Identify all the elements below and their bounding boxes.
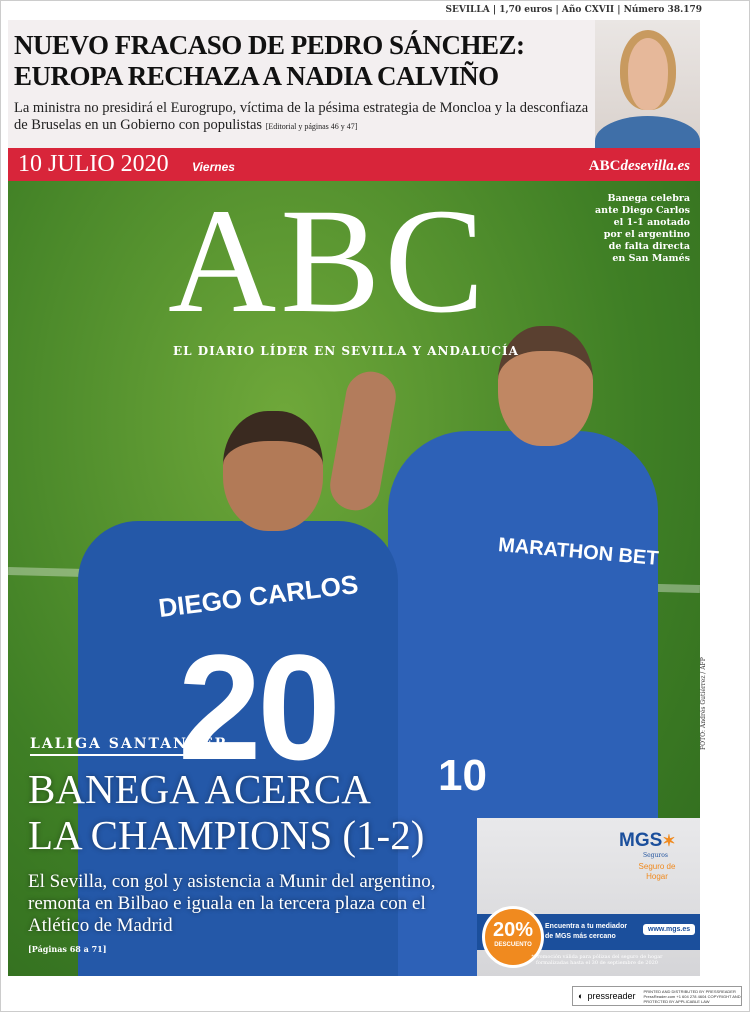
- portrait-shoulders: [595, 116, 700, 148]
- headline-line: EUROPA RECHAZA A NADIA CALVIÑO: [14, 61, 499, 91]
- main-headline[interactable]: [28, 766, 424, 858]
- jersey-number-20: 20: [178, 623, 337, 791]
- brand-sub: Seguros: [643, 852, 668, 859]
- headline-line: LA CHAMPIONS (1-2): [28, 812, 425, 858]
- website-link[interactable]: [589, 158, 690, 175]
- shirt-sponsor: MARATHON BET: [497, 534, 660, 570]
- section-kicker: LALIGA SANTANDER: [30, 736, 228, 756]
- ad-url[interactable]: www.mgs.es: [643, 924, 695, 935]
- ad-product: Seguro de Hogar: [638, 862, 676, 881]
- issue-date: 10 JULIO 2020: [18, 151, 169, 177]
- main-lead: El Sevilla, con gol y asistencia a Munir del argentino, remonta en Bilbao e iguala en la tercera plaza con el Atlético de Madrid: [28, 871, 436, 936]
- masthead-info: SEVILLA | 1,70 euros | Año CXVII | Número 38.179: [445, 5, 702, 15]
- photo-caption: Banega celebra ante Diego Carlos el 1-1 anotado por el argentino de falta directa en San Mamés: [595, 193, 690, 264]
- date-bar: [8, 148, 700, 181]
- pressreader-fine: PRINTED AND DISTRIBUTED BY PRESSREADER PressReader.com +1 604 278 4604 COPYRIGHT AND PROTECTED BY APPLICABLE LAW: [643, 988, 741, 1004]
- calvino-portrait: [595, 20, 700, 148]
- diego-carlos-head: [223, 411, 323, 531]
- jersey-number-10: 10: [438, 751, 487, 800]
- headline-line: BANEGA ACERCA: [28, 766, 371, 812]
- ad-cta: Encuentra a tu mediador de MGS más cercano: [545, 923, 628, 940]
- pressreader-icon: ◐: [578, 991, 584, 1001]
- mgs-logo: [619, 830, 676, 852]
- site-prefix: ABC: [588, 158, 621, 174]
- portrait-face: [620, 30, 676, 110]
- photo-credit: FOTO: Andrés Gutiérrez / AFP: [700, 657, 707, 750]
- discount-value: 20%: [492, 919, 534, 941]
- top-story-headline[interactable]: [14, 30, 525, 92]
- star-icon: ✶: [662, 833, 676, 850]
- logo-tagline: EL DIARIO LÍDER EN SEVILLA Y ANDALUCÍA: [173, 344, 519, 358]
- weekday: Viernes: [192, 160, 235, 174]
- raised-arm: [326, 368, 400, 515]
- pressreader-badge[interactable]: [572, 986, 742, 1006]
- ad-fine-print: *Promoción válida para pólizas del seguro de hogar formalizadas hasta el 30 de septiembre de 2020: [531, 954, 663, 966]
- headline-line: NUEVO FRACASO DE PEDRO SÁNCHEZ:: [14, 30, 525, 60]
- page-reference: [Páginas 68 a 71]: [28, 944, 107, 954]
- top-story-summary: [14, 100, 592, 135]
- page-reference: [Editorial y páginas 46 y 47]: [265, 122, 358, 131]
- summary-text: La ministra no presidirá el Eurogrupo, víctima de la pésima estrategia de Moncloa y la desconfiaza de Bruselas en un Gobierno con populistas: [14, 100, 589, 133]
- jersey-name: DIEGO CARLOS: [156, 568, 360, 624]
- mgs-advertisement[interactable]: [477, 818, 700, 976]
- discount-label: DESCUENTO: [494, 942, 532, 948]
- brand: MGS: [619, 830, 663, 851]
- abc-logo: ABC: [168, 181, 489, 344]
- site-suffix: desevilla.es: [620, 158, 690, 174]
- pressreader-label: pressreader: [587, 991, 636, 1001]
